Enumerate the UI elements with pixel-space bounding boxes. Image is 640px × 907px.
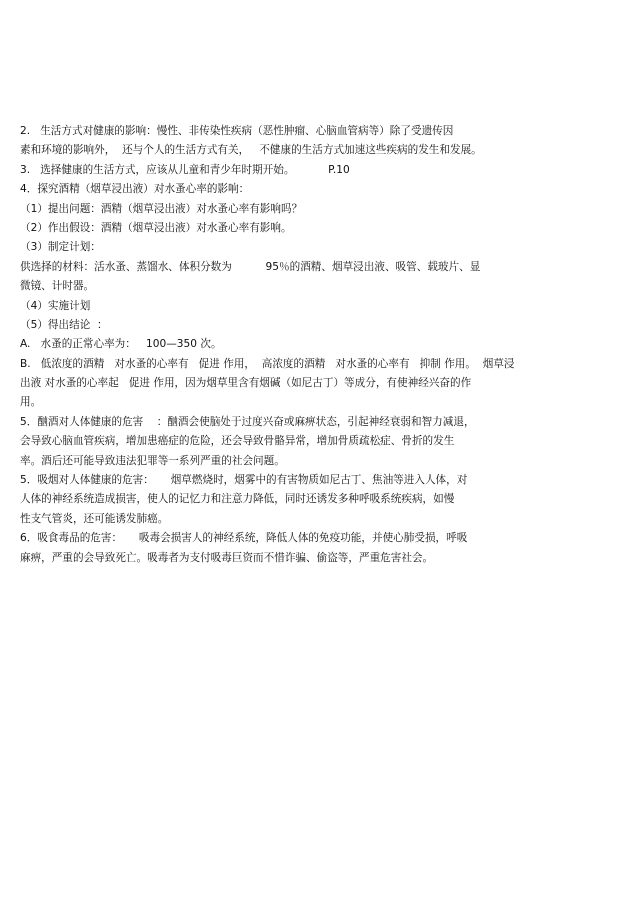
text-line: 微镜、计时器。	[20, 280, 95, 293]
text-line: 6．吸食毒品的危害： 吸毒会损害人的神经系统，降低人体的免疫功能，并使心肺受损，呼吸	[20, 532, 468, 545]
text-line: B. 低浓度的酒精 对水蚤的心率有 促进 作用， 高浓度的酒精 对水蚤的心率有 抑制 作用。 烟草浸	[20, 357, 515, 370]
text-line: （5）得出结论 ：	[20, 318, 108, 331]
text-line: 素和环境的影响外， 还与个人的生活方式有关， 不健康的生活方式加速这些疾病的发生和发展。	[20, 144, 482, 157]
text-line: 5．酗酒对人体健康的危害 ：酗酒会使脑处于过度兴奋或麻痹状态，引起神经衰弱和智力减退，	[20, 415, 475, 428]
text-line: 出液 对水蚤的心率起 促进 作用，因为烟草里含有烟碱（如尼古丁）等成分，有使神经兴奋的作	[20, 377, 472, 390]
text-line: 麻痹，严重的会导致死亡。吸毒者为支付吸毒巨资而不惜诈骗、偷盗等，严重危害社会。	[20, 551, 434, 564]
text-line: 用。	[20, 396, 42, 409]
text-line: 5．吸烟对人体健康的危害： 烟草燃烧时，烟雾中的有害物质如尼古丁、焦油等进入人体，对	[20, 474, 468, 487]
text-line: 性支气管炎，还可能诱发肺癌。	[20, 512, 169, 525]
text-line: （1）提出问题：酒精（烟草浸出液）对水蚤心率有影响吗？	[20, 202, 303, 215]
text-line: （2）作出假设：酒精（烟草浸出液）对水蚤心率有影响。	[20, 221, 292, 234]
text-line: （3）制定计划：	[20, 241, 101, 254]
text-line: 人体的神经系统造成损害，使人的记忆力和注意力降低，同时还诱发多种呼吸系统疾病，如慢	[20, 493, 455, 506]
text-line: 率。酒后还可能导致违法犯罪等一系列严重的社会问题。	[20, 454, 285, 467]
text-line: 会导致心脑血管疾病，增加患癌症的危险，还会导致骨骼异常，增加骨质疏松症、骨折的发生	[20, 435, 455, 448]
document-body	[20, 122, 620, 568]
text-line: A. 水蚤的正常心率为： 100—350 次。	[20, 338, 222, 351]
text-line: 2. 生活方式对健康的影响：慢性、非传染性疾病（恶性肿瘤、心脑血管病等）除了受遗传因	[20, 125, 454, 137]
text-line: 供选择的材料：活水蚤、蒸馏水、体积分数为 95％的酒精、烟草浸出液、吸管、载玻片、显	[20, 260, 481, 273]
text-line: （4）实施计划	[20, 299, 91, 312]
text-line: 4．探究酒精（烟草浸出液）对水蚤心率的影响：	[20, 183, 250, 196]
text-line: 3. 选择健康的生活方式，应该从儿童和青少年时期开始。 P.10	[20, 163, 350, 176]
